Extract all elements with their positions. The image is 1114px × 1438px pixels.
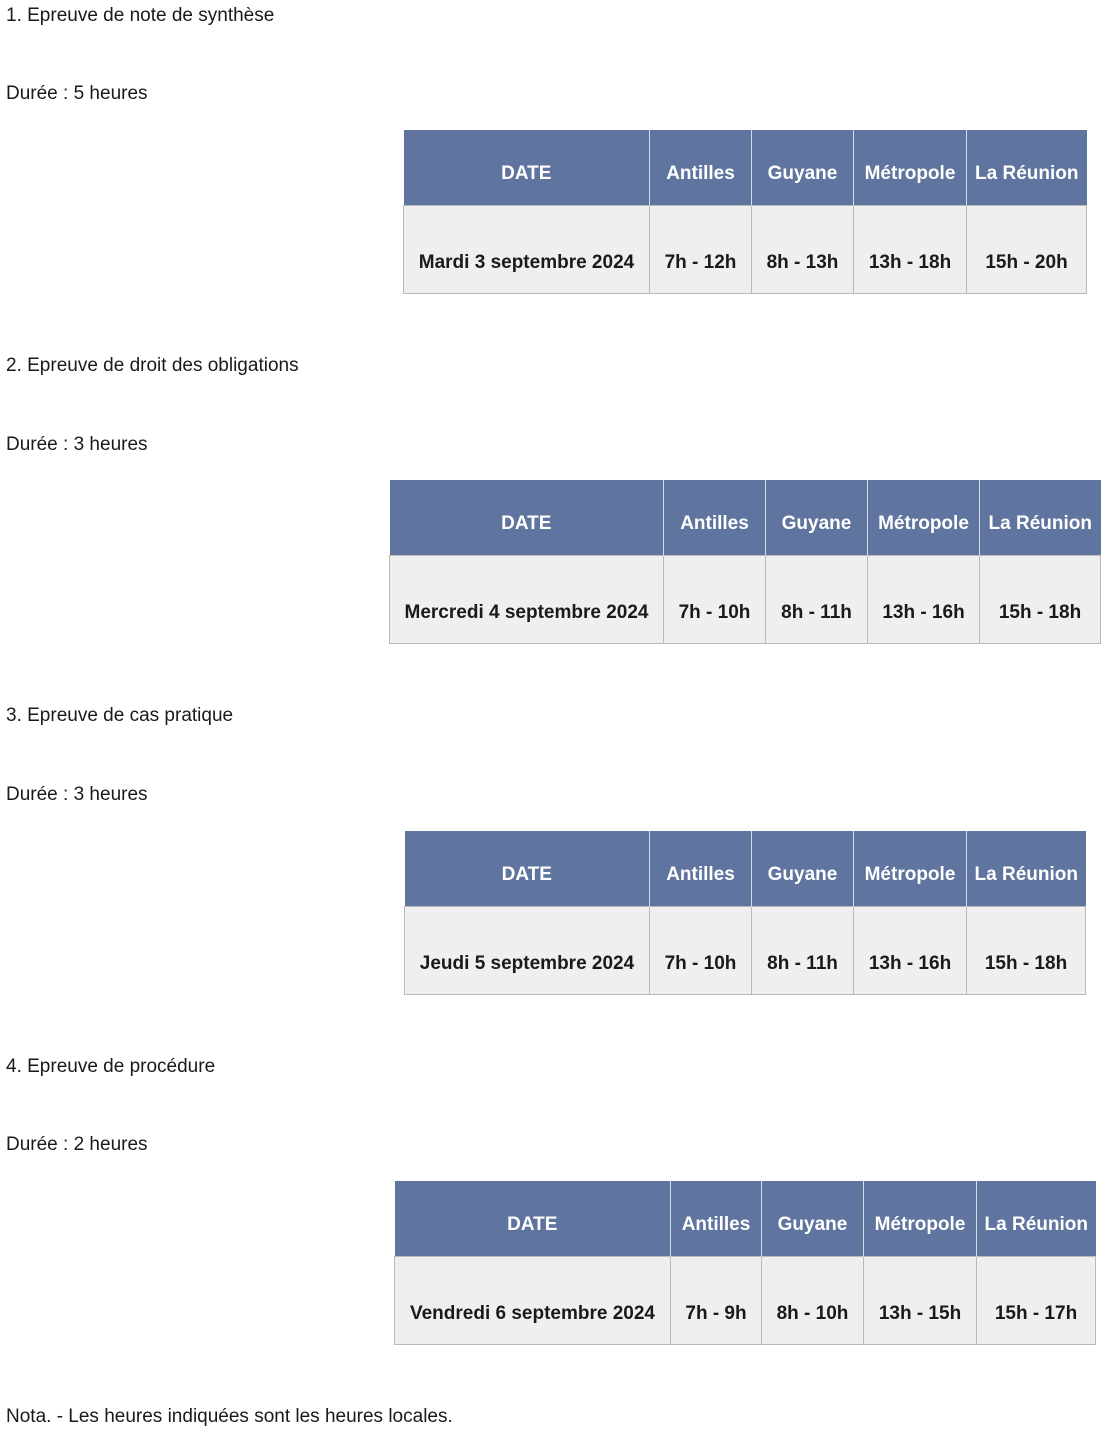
header-antilles: Antilles xyxy=(664,480,766,555)
header-metropole: Métropole xyxy=(868,480,980,555)
cell-metropole: 13h - 15h xyxy=(864,1256,977,1344)
header-date: DATE xyxy=(404,130,650,205)
header-antilles: Antilles xyxy=(650,130,752,205)
header-guyane: Guyane xyxy=(752,831,854,906)
header-date: DATE xyxy=(390,480,664,555)
cell-metropole: 13h - 16h xyxy=(854,906,967,994)
cell-antilles: 7h - 12h xyxy=(650,205,752,293)
cell-antilles: 7h - 9h xyxy=(671,1256,762,1344)
cell-la-reunion: 15h - 18h xyxy=(980,555,1101,643)
table-header-row xyxy=(390,480,1101,555)
table-row xyxy=(404,205,1087,293)
exam-3-duration: Durée : 3 heures xyxy=(6,784,148,805)
header-guyane: Guyane xyxy=(752,130,854,205)
cell-la-reunion: 15h - 18h xyxy=(967,906,1086,994)
exam-2-title: 2. Epreuve de droit des obligations xyxy=(6,355,299,376)
cell-la-reunion: 15h - 17h xyxy=(977,1256,1096,1344)
header-metropole: Métropole xyxy=(854,831,967,906)
header-la-reunion: La Réunion xyxy=(967,831,1086,906)
header-date: DATE xyxy=(405,831,650,906)
cell-metropole: 13h - 18h xyxy=(854,205,967,293)
exam-4-duration: Durée : 2 heures xyxy=(6,1134,148,1155)
exam-1-title: 1. Epreuve de note de synthèse xyxy=(6,5,275,26)
exam-1-schedule-table xyxy=(403,130,1087,294)
exam-4-title: 4. Epreuve de procédure xyxy=(6,1056,216,1077)
exam-2-duration: Durée : 3 heures xyxy=(6,434,148,455)
cell-date: Vendredi 6 septembre 2024 xyxy=(395,1256,671,1344)
table-header-row xyxy=(395,1181,1096,1256)
cell-date: Jeudi 5 septembre 2024 xyxy=(405,906,650,994)
exam-3-schedule-table xyxy=(404,831,1086,995)
cell-date: Mercredi 4 septembre 2024 xyxy=(390,555,664,643)
header-la-reunion: La Réunion xyxy=(967,130,1087,205)
cell-antilles: 7h - 10h xyxy=(664,555,766,643)
header-la-reunion: La Réunion xyxy=(977,1181,1096,1256)
exam-3-title: 3. Epreuve de cas pratique xyxy=(6,705,234,726)
header-metropole: Métropole xyxy=(854,130,967,205)
cell-date: Mardi 3 septembre 2024 xyxy=(404,205,650,293)
header-guyane: Guyane xyxy=(762,1181,864,1256)
header-la-reunion: La Réunion xyxy=(980,480,1101,555)
cell-guyane: 8h - 13h xyxy=(752,205,854,293)
header-antilles: Antilles xyxy=(650,831,752,906)
footnote: Nota. - Les heures indiquées sont les heures locales. xyxy=(6,1406,453,1427)
header-date: DATE xyxy=(395,1181,671,1256)
cell-metropole: 13h - 16h xyxy=(868,555,980,643)
cell-guyane: 8h - 11h xyxy=(752,906,854,994)
header-metropole: Métropole xyxy=(864,1181,977,1256)
table-row xyxy=(390,555,1101,643)
exam-4-schedule-table xyxy=(394,1181,1096,1345)
cell-antilles: 7h - 10h xyxy=(650,906,752,994)
header-guyane: Guyane xyxy=(766,480,868,555)
exam-2-schedule-table xyxy=(389,480,1101,644)
cell-la-reunion: 15h - 20h xyxy=(967,205,1087,293)
table-row xyxy=(405,906,1086,994)
header-antilles: Antilles xyxy=(671,1181,762,1256)
table-header-row xyxy=(405,831,1086,906)
table-header-row xyxy=(404,130,1087,205)
cell-guyane: 8h - 10h xyxy=(762,1256,864,1344)
exam-1-duration: Durée : 5 heures xyxy=(6,83,148,104)
cell-guyane: 8h - 11h xyxy=(766,555,868,643)
table-row xyxy=(395,1256,1096,1344)
